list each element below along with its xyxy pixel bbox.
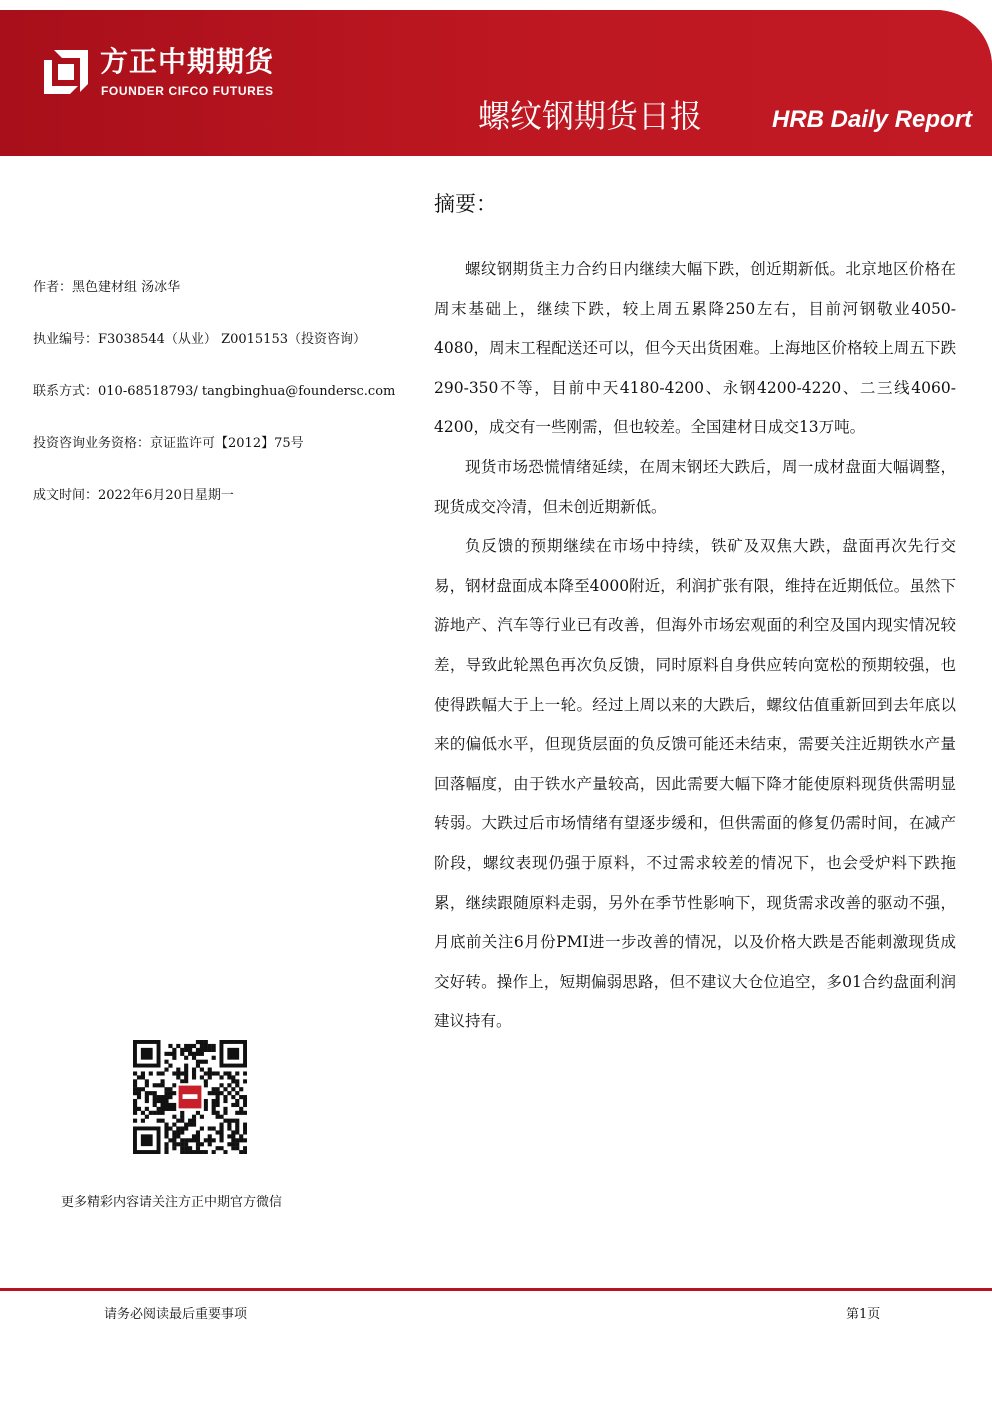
page-number: 第1页 — [846, 1307, 881, 1322]
summary-paragraph-1: 螺纹钢期货主力合约日内继续大幅下跌，创近期新低。北京地区价格在周末基础上，继续下跌，较上周五累降250左右，目前河钢敬业4050-4080，周末工程配送还可以，但今天出货困难。上海地区价格较上周五下跌290-350不等，目前中天4180-4200、永钢4200-4220、二三线4060-4200，成交有一些刚需，但也较差。全国建材日成交13万吨。 — [434, 260, 956, 437]
summary-body — [434, 250, 956, 1042]
summary-paragraph-2: 现货市场恐慌情绪延续，在周末钢坯大跌后，周一成材盘面大幅调整，现货成交冷清，但未创近期新低。 — [434, 457, 956, 516]
contact-label: 联系方式： — [33, 384, 99, 399]
qualification-value: 京证监许可【2012】75号 — [150, 436, 304, 451]
contact-line — [33, 383, 395, 401]
contact-value: 010-68518793/ tangbinghua@foundersc.com — [98, 384, 396, 399]
author-value: 黑色建材组 汤冰华 — [72, 280, 181, 295]
report-title-en: HRB Daily Report — [772, 106, 973, 133]
qualification-label: 投资咨询业务资格： — [33, 436, 151, 451]
date-label: 成文时间： — [33, 488, 99, 503]
summary-paragraph-3: 负反馈的预期继续在市场中持续，铁矿及双焦大跌，盘面再次先行交易，钢材盘面成本降至4000附近，利润扩张有限，维持在近期低位。虽然下游地产、汽车等行业已有改善，但海外市场宏观面的利空及国内现实情况较差，导致此轮黑色再次负反馈，同时原料自身供应转向宽松的预期较强，也使得跌幅大于上一轮。经过上周以来的大跌后，螺纹估值重新回到去年底以来的偏低水平，但现货层面的负反馈可能还未结束，需要关注近期铁水产量回落幅度，由于铁水产量较高，因此需要大幅下降才能使原料现货供需明显转弱。大跌过后市场情绪有望逐步缓和，但供需面的修复仍需时间，在减产阶段，螺纹表现仍强于原料，不过需求较差的情况下，也会受炉料下跌拖累，继续跟随原料走弱，另外在季节性影响下，现货需求改善的驱动不强，月底前关注6月份PMI进一步改善的情况，以及价格大跌是否能刺激现货成交好转。操作上，短期偏弱思路，但不建议大仓位追空，多01合约盘面利润建议持有。 — [434, 537, 956, 1031]
date-value: 2022年6月20日星期一 — [98, 488, 234, 503]
footer-divider — [0, 1288, 992, 1291]
report-title-cn: 螺纹钢期货日报 — [478, 97, 703, 135]
founder-logo-icon — [40, 46, 92, 98]
author-label: 作者： — [33, 280, 73, 295]
date-line — [33, 487, 234, 505]
qr-caption: 更多精彩内容请关注方正中期官方微信 — [61, 1195, 283, 1210]
brand-name-en: FOUNDER CIFCO FUTURES — [101, 84, 274, 98]
license-value: F3038544（从业） Z0015153（投资咨询） — [98, 332, 366, 347]
qualification-line — [33, 435, 304, 453]
license-label: 执业编号： — [33, 332, 99, 347]
wechat-qr-code-icon — [133, 1040, 247, 1154]
header-banner — [0, 10, 992, 156]
brand-name-cn: 方正中期期货 — [100, 45, 275, 78]
footer-notice: 请务必阅读最后重要事项 — [104, 1307, 248, 1322]
author-line — [33, 279, 180, 297]
license-line — [33, 331, 366, 349]
summary-title: 摘要： — [434, 192, 497, 216]
